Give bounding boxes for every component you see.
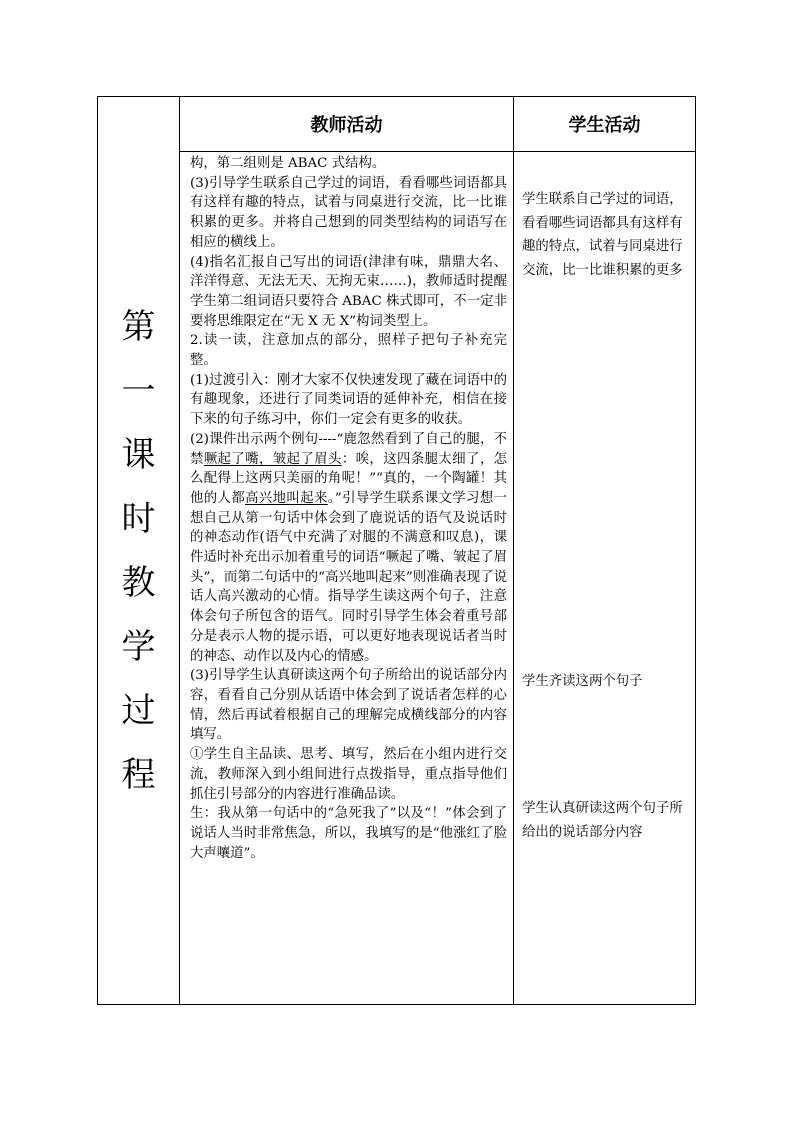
student-activity-cell [514, 152, 696, 1005]
teacher-paragraph: 生：我从第一句话中的“急死我了”以及“！”体会到了说话人当时非常焦急，所以，我填写的是“他涨红了脸大声嚷道”。 [190, 806, 507, 861]
section-title-char: 课 [121, 434, 156, 475]
teacher-activity-header: 教师活动 [180, 97, 514, 152]
section-title-char: 第 [121, 306, 156, 347]
lesson-plan-table [97, 96, 696, 1005]
teacher-paragraph: 2.读一读，注意加点的部分，照样子把句子补充完整。 [190, 333, 507, 369]
section-title-char: 程 [121, 754, 156, 795]
teacher-paragraph-examples [190, 430, 507, 666]
section-title-char: 学 [121, 626, 156, 667]
section-title-char: 一 [121, 370, 156, 411]
table-header-row [98, 97, 696, 152]
section-title-char: 过 [121, 690, 156, 731]
teacher-paragraph: (3)引导学生认真研读这两个句子所给出的说话部分内容，看看自己分别从话语中体会到了说话者怎样的心情，然后再试着根据自己的理解完成横线部分的内容填写。 [190, 668, 507, 743]
teacher-paragraph: (3)引导学生联系自己学过的词语，看看哪些词语都具有这样有趣的特点，试着与同桌进行交流，比一比谁积累的更多。并将自己想到的同类型结构的词语写在相应的横线上。 [190, 175, 507, 250]
section-title [98, 300, 179, 802]
teacher-paragraph: (1)过渡引入：刚才大家不仅快速发现了藏在词语中的有趣现象，还进行了同类词语的延伸补充，相信在接下来的句子练习中，你们一定会有更多的收获。 [190, 372, 507, 428]
underlined-phrase: 高兴地叫起来 [245, 490, 328, 506]
teacher-paragraph: ①学生自主品读、思考、填写，然后在小组内进行交流，教师深入到小组间进行点拨指导，重点指导他们抓住引号部分的内容进行准确品读。 [190, 747, 507, 802]
student-activity-1: 学生联系自己学过的词语，看看哪些词语都具有这样有趣的特点，试着与同桌进行交流，比一比谁积累的更多 [522, 192, 683, 278]
section-title-cell [98, 97, 180, 1005]
underlined-phrase: 噘起了嘴，皱起了眉头 [203, 451, 342, 467]
student-activity-3: 学生认真研读这两个句子所给出的说话部分内容 [522, 801, 683, 840]
teacher-paragraph: 构，第二组则是 ABAC 式结构。 [190, 156, 386, 171]
teacher-activity-cell [180, 152, 514, 1005]
section-title-char: 时 [121, 498, 156, 539]
teacher-paragraph: (4)指名汇报自己写出的词语(津津有味，鼎鼎大名、洋洋得意、无法无天、无拘无束……)，教师适时提醒学生第二组词语只要符合 ABAC 株式即可，不一定非要将思维限定在“无 X 无 X”构词类型上。 [190, 254, 507, 329]
section-title-char: 教 [121, 562, 156, 603]
table-content-row [98, 152, 696, 1005]
example-text: 。”引导学生联系课文学习想一想自己从第一句话中体会到了鹿说话的语气及说话时的神态动作(语气中充满了对腿的不满意和叹息)，课件适时补充出示加着重号的词语“噘起了嘴、皱起了眉头”，而第二句话中的“高兴地叫起来”则准确表现了说话人高兴激动的心情。指导学生读这两个句子，注意体会句子所包含的语气。同时引导学生体会着重号部分是表示人物的提示语，可以更好地表现说话者当时的神态、动作以及内心的情感。 [190, 490, 507, 664]
student-activity-2: 学生齐读这两个句子 [522, 674, 643, 689]
student-activity-header: 学生活动 [514, 97, 696, 152]
example-text: ：唉，这四条腿太细了，怎么配得上这两只美丽的角呢！”“真的，一个陶罐！其他的人都 [190, 451, 508, 506]
example-text: (2)课件出示两个例句----“鹿忽然看到了自己的腿，不禁 [190, 431, 507, 467]
